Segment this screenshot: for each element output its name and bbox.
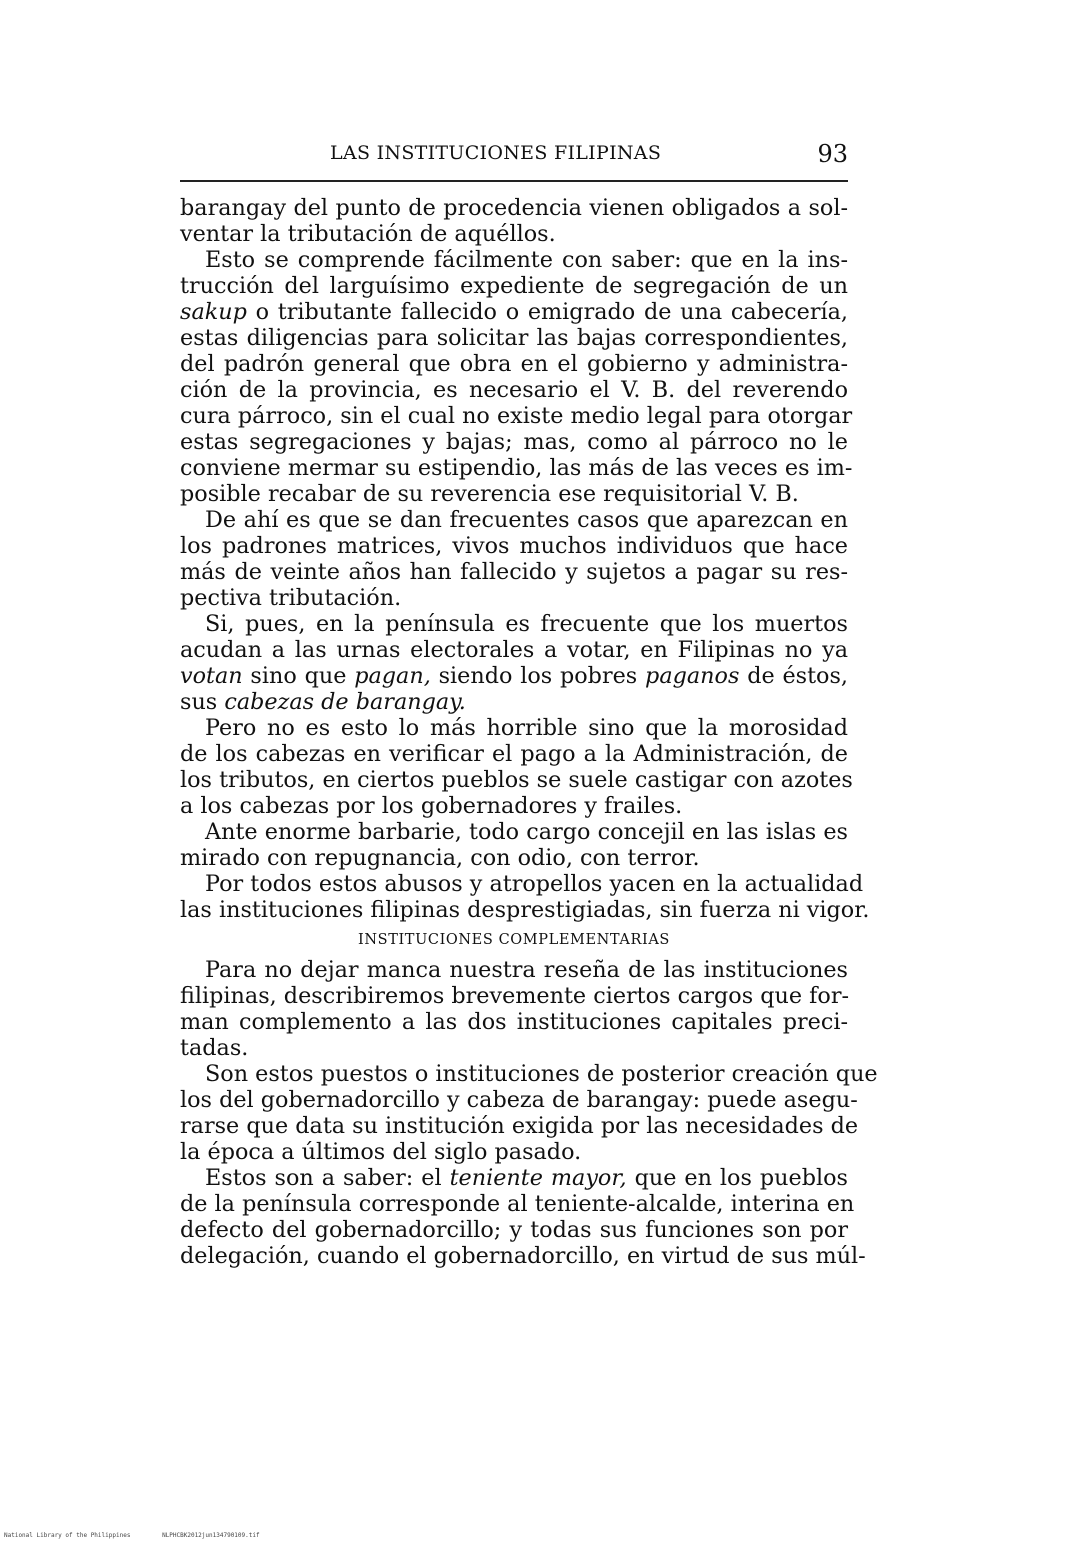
paragraph-group-2 [180,957,878,1269]
text-line: man complemento a las dos instituciones capitales preci- [180,1009,848,1035]
text-line: acudan a las urnas electorales a votar, en Filipinas no ya [180,637,848,663]
text-line: filipinas, describiremos brevemente ciertos cargos que for- [180,983,850,1009]
paragraph [180,247,853,507]
text-line: barangay del punto de procedencia vienen obligados a sol- [180,195,848,221]
text-line: las instituciones filipinas desprestigiadas, sin fuerza ni vigor. [180,897,870,923]
text-line: sus cabezas de barangay. [180,689,466,715]
text-line: los del gobernadorcillo y cabeza de barangay: puede asegu- [180,1087,858,1113]
paragraph [180,611,848,715]
text-line: delegación, cuando el gobernadorcillo, en virtud de sus múl- [180,1243,866,1269]
text-line: más de veinte años han fallecido y sujetos a pagar su res- [180,559,848,585]
running-head [180,142,848,172]
text-line: Esto se comprende fácilmente con saber: que en la ins- [205,247,848,273]
paragraph [180,507,848,611]
text-line: rarse que data su institución exigida por las necesidades de [180,1113,859,1139]
text-line: pectiva tributación. [180,585,402,611]
footer-library: National Library of the Philippines [4,1532,131,1539]
text-line: Son estos puestos o instituciones de posterior creación que [205,1061,878,1087]
header-rule [180,180,848,182]
paragraph [180,819,848,871]
body-text [180,195,878,1269]
text-line: estas segregaciones y bajas; mas, como al párroco no le [180,429,848,455]
text-line: ventar la tributación de aquéllos. [180,221,556,247]
scan-footer [4,1532,288,1539]
paragraph [180,871,870,923]
text-line: Ante enorme barbarie, todo cargo concejil en las islas es [205,819,848,845]
text-line: Para no dejar manca nuestra reseña de las instituciones [205,957,848,983]
text-line: a los cabezas por los gobernadores y frailes. [180,793,683,819]
text-line: conviene mermar su estipendio, las más de las veces es im- [180,455,853,481]
text-line: De ahí es que se dan frecuentes casos que aparezcan en [205,507,848,533]
running-title: LAS INSTITUCIONES FILIPINAS [330,142,662,164]
text-line: mirado con repugnancia, con odio, con terror. [180,845,700,871]
paragraph [180,957,848,1061]
text-line: la época a últimos del siglo pasado. [180,1139,582,1165]
text-line: ción de la provincia, es necesario el V. B. del reverendo [180,377,848,403]
text-line: cura párroco, sin el cual no existe medio legal para otorgar [180,403,853,429]
text-line: los padrones matrices, vivos muchos individuos que hace [180,533,848,559]
text-line: de la península corresponde al teniente-alcalde, interina en [180,1191,855,1217]
text-line: trucción del larguísimo expediente de segregación de un [180,273,848,299]
text-line: Si, pues, en la península es frecuente que los muertos [205,611,848,637]
footer-file-id: NLPHCBK2012jun134790109.tif [162,1532,260,1539]
paragraph-group-1 [180,195,870,923]
text-line: tadas. [180,1035,249,1061]
paragraph [180,1165,866,1269]
section-title: INSTITUCIONES COMPLEMENTARIAS [358,932,670,948]
text-line: defecto del gobernadorcillo; y todas sus funciones son por [180,1217,848,1243]
page-number: 93 [817,140,848,168]
text-line: del padrón general que obra en el gobierno y administra- [180,351,848,377]
text-line: posible recabar de su reverencia ese requisitorial V. B. [180,481,799,507]
text-line: estas diligencias para solicitar las bajas correspondientes, [180,325,848,351]
text-line: de los cabezas en verificar el pago a la Administración, de [180,741,848,767]
text-line: sakup o tributante fallecido o emigrado de una cabecería, [180,299,848,325]
text-line: Estos son a saber: el teniente mayor, que en los pueblos [205,1165,848,1191]
text-line: votan sino que pagan, siendo los pobres paganos de éstos, [180,663,849,689]
text-line: Pero no es esto lo más horrible sino que la morosidad [205,715,848,741]
text-line: Por todos estos abusos y atropellos yacen en la actualidad [205,871,864,897]
paragraph [180,195,848,247]
text-line: los tributos, en ciertos pueblos se suele castigar con azotes [180,767,853,793]
paragraph [180,715,853,819]
paragraph [180,1061,878,1165]
